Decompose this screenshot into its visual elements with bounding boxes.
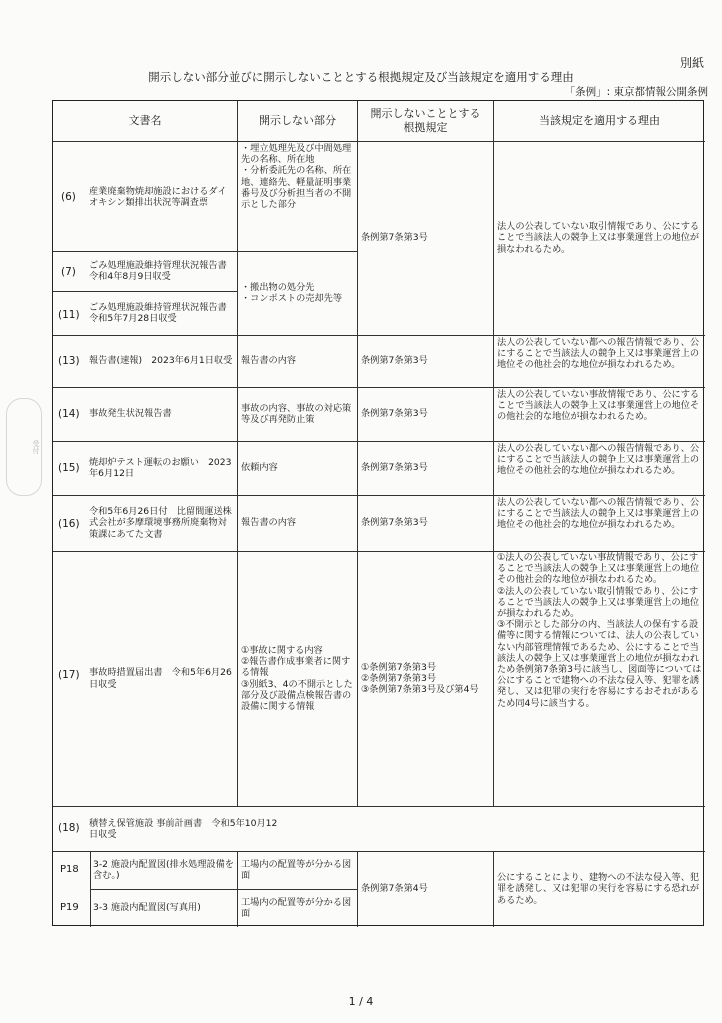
row-13-reason: 法人の公表していない都への報告情報であり、公にすることで当該法人の競争上又は事業運営上の地位その他社会的な地位が損なわれるため。 — [497, 337, 700, 371]
row-13-basis: 条例第7条第3号 — [361, 355, 428, 367]
row-16-part: 報告書の内容 — [241, 517, 297, 529]
row-7-document: ごみ処理施設維持管理状況報告書 令和4年8月9日収受 — [89, 259, 236, 282]
row-16-document: 令和5年6月26日付 比留間運送株式会社が多摩環境事務所廃棄物対策課にあてた文書 — [89, 506, 232, 540]
row-15-reason: 法人の公表していない都への報告情報であり、公にすることで当該法人の競争上又は事業運営上の地位その他社会的な地位が損なわれるため。 — [497, 443, 700, 477]
row-11-number: (11) — [58, 309, 80, 321]
row-18-document: 積替え保管施設 事前計画書 令和5年10月12日収受 — [89, 817, 278, 840]
row-6-document: 産業廃棄物焼却施設におけるダイオキシン類排出状況等調査票 — [89, 185, 227, 208]
row-14-document: 事故発生状況報告書 — [89, 408, 172, 420]
p18-19-reason: 公にすることにより、建物への不法な侵入等、犯罪を誘発し、又は犯罪の実行を容易にする恐れがあるため。 — [497, 872, 700, 906]
row-6-11-reason: 法人の公表していない取引情報であり、公にすることで当該法人の競争上又は事業運営上の地位が損なわれるため。 — [497, 221, 700, 255]
row-17-number: (17) — [58, 669, 80, 681]
row-14-number: (14) — [58, 408, 80, 420]
row-11-document: ごみ処理施設維持管理状況報告書 令和5年7月28日収受 — [89, 301, 236, 324]
p19-part: 工場内の配置等が分かる図面 — [241, 896, 352, 919]
row-15-number: (15) — [58, 462, 80, 474]
page-title: 開示しない部分並びに開示しないこととする根拠規定及び当該規定を適用する理由 — [148, 70, 574, 84]
ordinance-note: 「条例」: 東京都情報公開条例 — [564, 86, 708, 98]
col-header-part: 開示しない部分 — [259, 114, 336, 127]
receipt-stamp: 受付 — [6, 398, 42, 496]
page-number: 1 / 4 — [348, 995, 374, 1008]
p18-document: 3-2 施設内配置図(排水処理設備を含む。) — [93, 858, 234, 881]
row-17-reason: ①法人の公表していない事故情報であり、公にすることで当該法人の競争上又は事業運営上の地位その他社会的な地位が損なわれるため。 ②法人の公表していない取引情報であり、公にすることで当該法人の競争上又は事業運営上の地位が損なわれるため。 ③不開示とした部分の内、当該法人の保有する設備等に関する情報については、法人の公表していない内部管理情報であるため、公にすることで当該法人の競争上又は事業運営上の地位が損なわれため条例第7条第3号に該当し、図面等については公にすることで建物への不法な侵入等、犯罪を誘発し、又は犯罪の実行を容易にするおそれがあるため同4号に該当する。 — [497, 552, 702, 709]
row-16-basis: 条例第7条第3号 — [361, 517, 428, 529]
p18-part: 工場内の配置等が分かる図面 — [241, 858, 352, 881]
row-15-document: 焼却炉テスト運転のお願い 2023年6月12日 — [89, 456, 232, 479]
row-13-document: 報告書(速報) 2023年6月1日収受 — [89, 355, 233, 367]
row-14-reason: 法人の公表していない事故情報であり、公にすることで当該法人の競争上又は事業運営上の地位その他社会的な地位が損なわれるため。 — [497, 389, 700, 423]
row-13-number: (13) — [58, 355, 80, 367]
row-16-reason: 法人の公表していない都への報告情報であり、公にすることで当該法人の競争上又は事業運営上の地位その他社会的な地位が損なわれるため。 — [497, 497, 700, 531]
attachment-label: 別紙 — [679, 56, 704, 70]
row-15-part: 依頼内容 — [241, 462, 278, 474]
row-14-part: 事故の内容、事故の対応策等及び再発防止策 — [241, 402, 352, 425]
col-header-basis: 開示しないこととする 根拠規定 — [370, 107, 481, 134]
col-header-document: 文書名 — [128, 114, 162, 127]
p19-page: P19 — [60, 902, 79, 913]
col-header-reason: 当該規定を適用する理由 — [539, 114, 660, 127]
row-17-basis: ①条例第7条第3号 ②条例第7条第3号 ③条例第7条第3号及び第4号 — [361, 661, 479, 696]
p18-19-basis: 条例第7条第4号 — [361, 883, 428, 895]
row-17-part: ①事故に関する内容 ②報告書作成事業者に関する情報 ③別紙3、4の不開示とした部分及び設備点検報告書の設備に関する情報 — [241, 644, 353, 712]
row-15-basis: 条例第7条第3号 — [361, 462, 428, 474]
row-17-document: 事故時措置届出書 令和5年6月26日収受 — [89, 667, 232, 690]
row-6-number: (6) — [61, 191, 76, 203]
row-18-number: (18) — [58, 822, 80, 834]
row-7-11-part: ・搬出物の処分先 ・コンポストの売却先等 — [241, 281, 343, 304]
row-6-part: ・埋立処理先及び中間処理先の名称、所在地 ・分析委託先の名称、所在地、連絡先、軽量証明事業番号及び分析担当者の不開示とした部分 — [241, 143, 352, 211]
row-7-number: (7) — [61, 266, 76, 278]
disclosure-table — [52, 100, 704, 926]
row-6-11-basis: 条例第7条第3号 — [361, 232, 428, 244]
p18-page: P18 — [60, 864, 79, 875]
row-16-number: (16) — [58, 518, 80, 530]
p19-document: 3-3 施設内配置図(写真用) — [93, 902, 201, 914]
row-13-part: 報告書の内容 — [241, 355, 297, 367]
row-14-basis: 条例第7条第3号 — [361, 408, 428, 420]
